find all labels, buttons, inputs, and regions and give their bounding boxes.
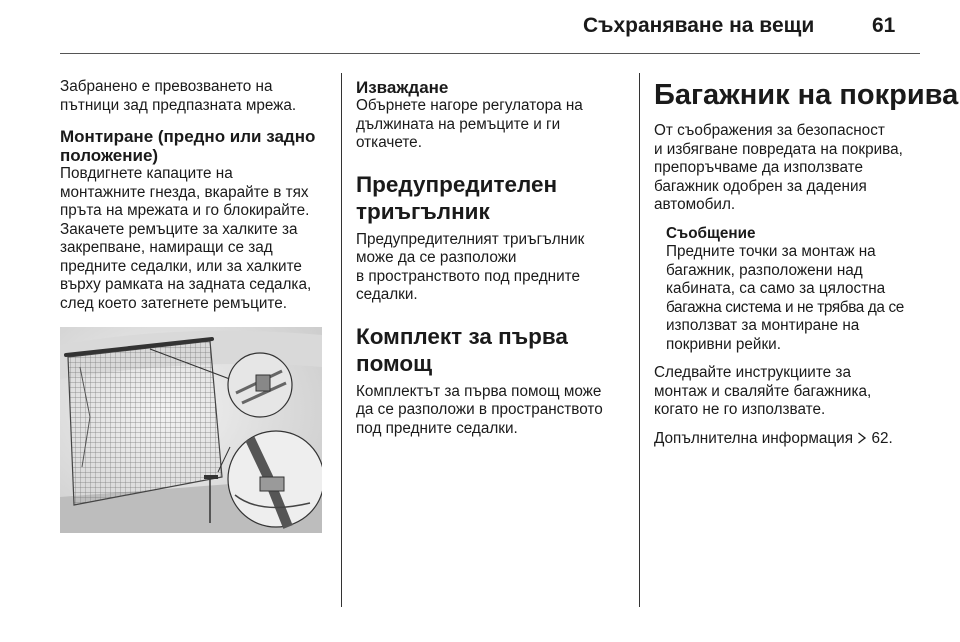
mounting-line: монтажните гнезда, вкарайте в тях bbox=[60, 183, 309, 201]
removal-line: Обърнете нагоре регулатора на bbox=[356, 97, 583, 114]
mounting-line: пръта на мрежата и го блокирайте. bbox=[60, 202, 310, 219]
notice-line: багажна система и не трябва да се bbox=[666, 298, 904, 316]
heading-line: триъгълник bbox=[356, 198, 490, 224]
roof-rack-line: От съображения за безопасност bbox=[654, 122, 885, 139]
mounting-heading bbox=[60, 127, 330, 165]
safety-net-illustration bbox=[60, 327, 322, 533]
mounting-line: върху рамката на задната седалка, bbox=[60, 276, 312, 293]
roof-rack-line: препоръчваме да използвате bbox=[654, 159, 863, 176]
roof-rack-line: автомобил. bbox=[654, 196, 736, 213]
intro-line: Забранено е превозването на bbox=[60, 78, 273, 95]
instructions-line: Следвайте инструкциите за bbox=[654, 364, 851, 381]
heading-line: помощ bbox=[356, 350, 433, 376]
heading-line: положение) bbox=[60, 146, 159, 165]
mounting-line: предните седалки, или за халките bbox=[60, 257, 302, 275]
removal-heading: Изваждане bbox=[356, 78, 449, 97]
first-aid-line: да се разположи в пространството bbox=[356, 401, 603, 418]
mounting-line: Закачете ремъците за халките за bbox=[60, 220, 298, 238]
notice-line: покривни рейки. bbox=[666, 335, 781, 353]
mounting-line: Повдигнете капаците на bbox=[60, 165, 233, 182]
first-aid-line: Комплектът за първа помощ може bbox=[356, 382, 602, 400]
page-title: Съхраняване на вещи bbox=[583, 14, 815, 37]
column-1 bbox=[60, 78, 330, 538]
column-3 bbox=[654, 78, 959, 448]
more-info-line bbox=[654, 430, 926, 449]
mounting-line: след което затегнете ремъците. bbox=[60, 294, 288, 312]
instructions-line: монтаж и сваляйте багажника, bbox=[654, 382, 872, 400]
triangle-line: може да се разположи bbox=[356, 249, 517, 266]
notice-line: Предните точки за монтаж на bbox=[666, 243, 876, 260]
column-2 bbox=[356, 78, 632, 438]
notice-box bbox=[654, 225, 926, 355]
triangle-line: седалки. bbox=[356, 286, 418, 303]
triangle-line: в пространството под предните bbox=[356, 267, 581, 285]
notice-title: Съобщение bbox=[666, 224, 756, 242]
roof-rack-line: багажник одобрен за дадения bbox=[654, 177, 867, 195]
page-reference-arrow-icon bbox=[857, 430, 871, 447]
instructions-line: когато не го използвате. bbox=[654, 401, 826, 418]
header-rule bbox=[60, 53, 920, 54]
notice-line: багажник, разположени над bbox=[666, 261, 863, 279]
removal-line: откачете. bbox=[356, 134, 422, 151]
column-divider-1 bbox=[341, 73, 342, 607]
intro-line: пътници зад предпазната мрежа. bbox=[60, 96, 297, 114]
heading-line: Комплект за първа bbox=[356, 323, 568, 349]
notice-line: кабината, са само за цялостна bbox=[666, 280, 886, 297]
roof-rack-line: и избягване повредата на покрива, bbox=[654, 140, 903, 158]
first-aid-heading bbox=[356, 323, 632, 377]
first-aid-line: под предните седалки. bbox=[356, 419, 518, 437]
warning-triangle-heading bbox=[356, 171, 632, 225]
removal-line: дължината на ремъците и ги bbox=[356, 115, 561, 133]
triangle-line: Предупредителният триъгълник bbox=[356, 230, 585, 248]
page-number: 61 bbox=[872, 14, 896, 37]
more-info-text: Допълнителна информация bbox=[654, 429, 853, 447]
mounting-line: закрепване, намиращи се зад bbox=[60, 239, 273, 256]
heading-line: Монтиране (предно или задно bbox=[60, 127, 316, 146]
notice-line: използват за монтиране на bbox=[666, 317, 860, 334]
column-divider-2 bbox=[639, 73, 640, 607]
roof-rack-heading: Багажник на покрива bbox=[654, 79, 959, 111]
page-reference-link[interactable]: 62. bbox=[871, 429, 893, 447]
heading-line: Предупредителен bbox=[356, 171, 558, 197]
